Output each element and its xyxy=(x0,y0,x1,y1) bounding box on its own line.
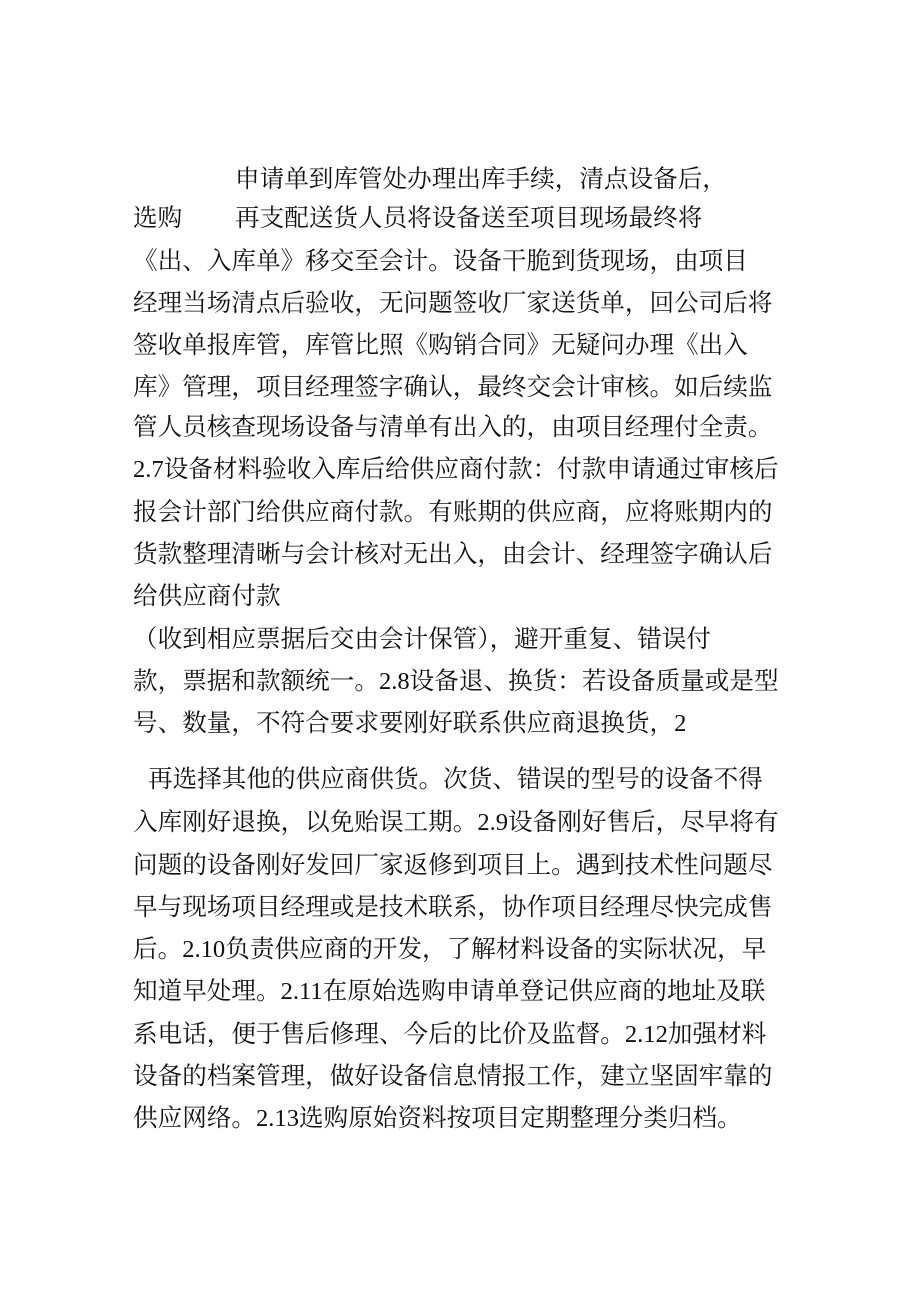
text-line: 再支配送货人员将设备送至项目现场最终将 xyxy=(235,205,703,232)
text-line: 货款整理清晰与会计核对无出入，由会计、经理签字确认后 xyxy=(133,541,773,568)
text-line: 问题的设备刚好发回厂家返修到项目上。遇到技术性问题尽 xyxy=(133,852,773,879)
text-line: 报会计部门给供应商付款。有账期的供应商，应将账期内的 xyxy=(133,499,773,526)
text-line: 早与现场项目经理或是技术联系，协作项目经理尽快完成售 xyxy=(133,894,773,921)
text-line: 《出、入库单》移交至会计。设备干脆到货现场，由项目 xyxy=(133,248,748,275)
text-line: 经理当场清点后验收，无问题签收厂家送货单，回公司后将 xyxy=(133,290,773,317)
text-line: 给供应商付款 xyxy=(133,583,281,610)
text-line: 后。2.10负责供应商的开发，了解材料设备的实际状况，早 xyxy=(133,936,767,963)
text-line-fragment: 选购 xyxy=(133,205,183,232)
text-line: 系电话，便于售后修理、今后的比价及监督。2.12加强材料 xyxy=(133,1021,767,1048)
text-line: 库》管理，项目经理签字确认，最终交会计审核。如后续监 xyxy=(133,374,773,401)
text-line: 号、数量，不符合要求要刚好联系供应商退换货，2 xyxy=(133,710,687,737)
text-line: 设备的档案管理，做好设备信息情报工作，建立坚固牢靠的 xyxy=(133,1063,773,1090)
text-line: 2.7设备材料验收入库后给供应商付款：付款申请通过审核后 xyxy=(133,456,779,483)
text-line: 知道早处理。2.11在原始选购申请单登记供应商的地址及联 xyxy=(133,978,766,1005)
text-line: 申请单到库管处办理出库手续，清点设备后， xyxy=(235,166,727,193)
text-line: 入库刚好退换，以免贻误工期。2.9设备刚好售后，尽早将有 xyxy=(133,809,779,836)
text-line: 签收单报库管，库管比照《购销合同》无疑问办理《出入 xyxy=(133,332,748,359)
text-line: 再选择其他的供应商供货。次货、错误的型号的设备不得 xyxy=(148,766,763,793)
text-line: 款，票据和款额统一。2.8设备退、换货：若设备质量或是型 xyxy=(133,668,779,695)
text-line: 管人员核查现场设备与清单有出入的，由项目经理付全责。 xyxy=(133,414,773,441)
text-line: 供应网络。2.13选购原始资料按项目定期整理分类归档。 xyxy=(133,1105,742,1132)
text-line: （收到相应票据后交由会计保管），避开重复、错误付 xyxy=(133,626,711,653)
